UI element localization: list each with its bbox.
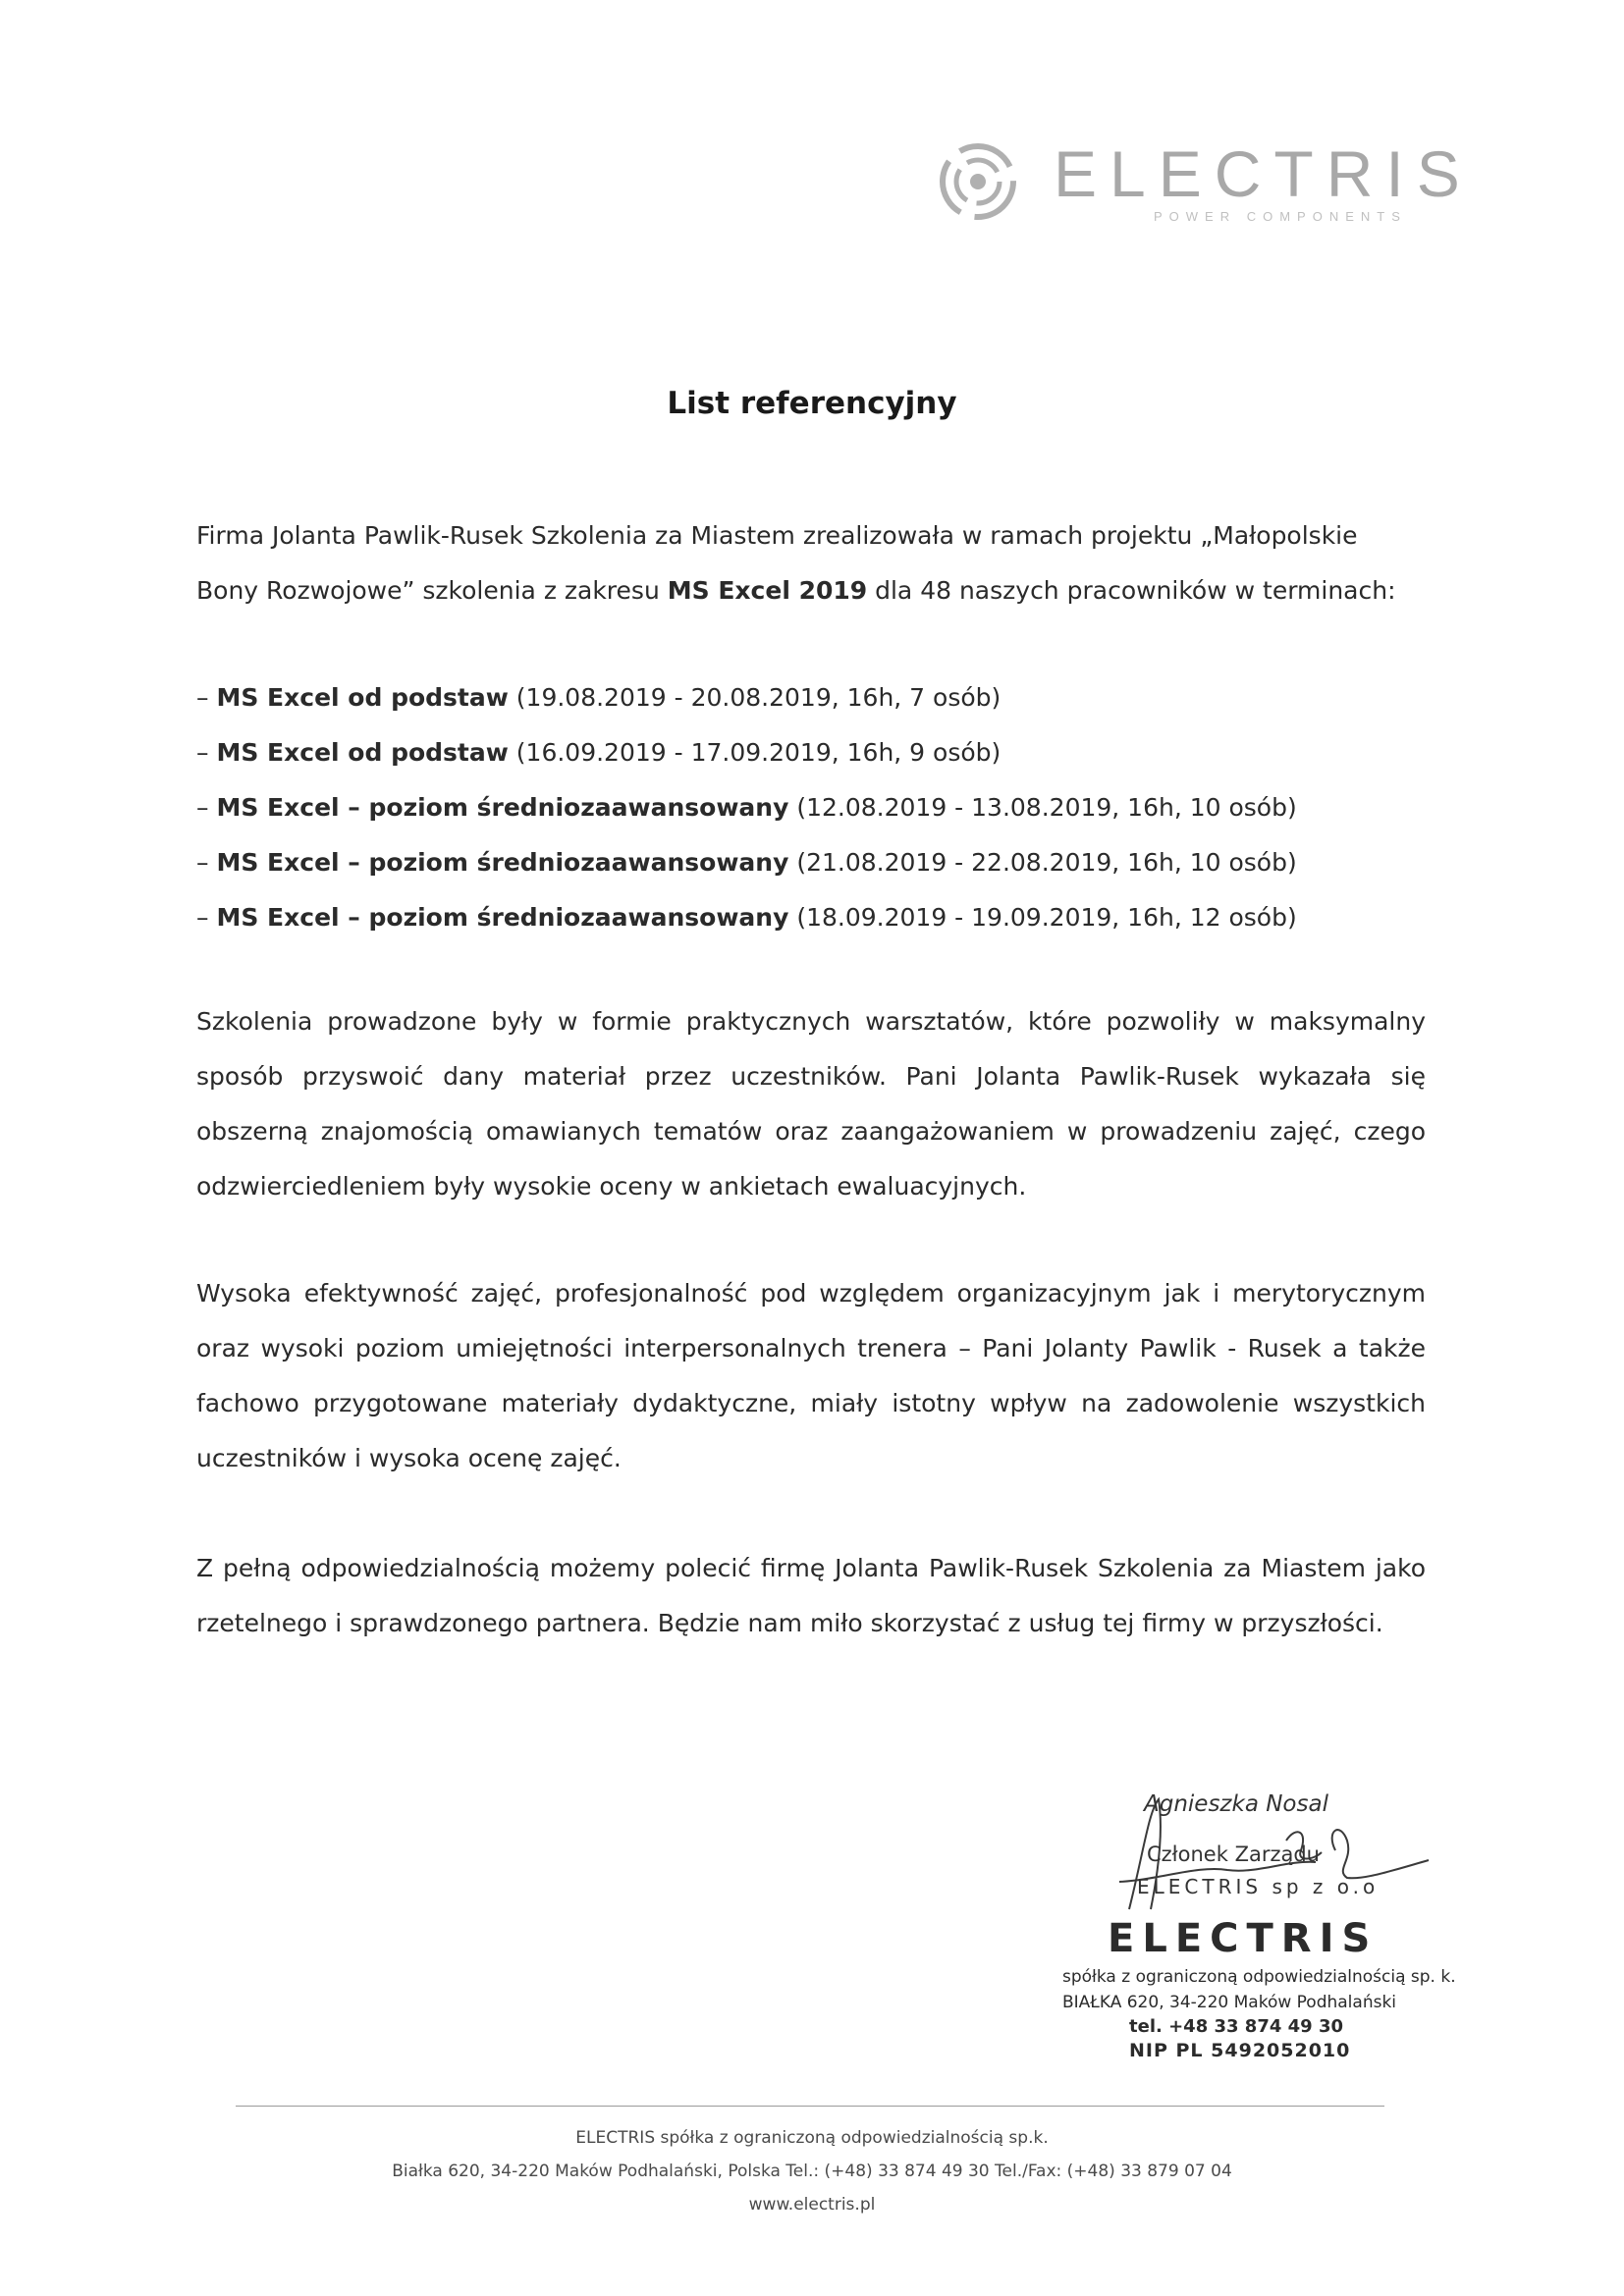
session-name: MS Excel od podstaw <box>216 738 509 767</box>
session-name: MS Excel – poziom średniozaawansowany <box>216 793 789 822</box>
document-title: List referencyjny <box>667 386 957 421</box>
session-details: (12.08.2019 - 13.08.2019, 16h, 10 osób) <box>788 793 1297 822</box>
stamp-address: BIAŁKA 620, 34-220 Maków Podhalański <box>1062 1993 1397 2012</box>
signatory-role: Członek Zarządu <box>1147 1842 1320 1866</box>
session-item <box>196 670 1426 725</box>
session-item <box>196 780 1426 835</box>
footer-contact: Białka 620, 34-220 Maków Podhalański, Polska Tel.: (+48) 33 874 49 30 Tel./Fax: (+48) 33 879 07 04 <box>392 2162 1232 2181</box>
session-dash: – <box>196 903 217 932</box>
session-details: (21.08.2019 - 22.08.2019, 16h, 10 osób) <box>788 848 1297 877</box>
intro-paragraph <box>196 508 1426 618</box>
session-name: MS Excel – poziom średniozaawansowany <box>216 848 789 877</box>
stamp-legal-form: spółka z ograniczoną odpowiedzialnością sp. k. <box>1062 1967 1456 1987</box>
session-dash: – <box>196 683 217 712</box>
session-name: MS Excel – poziom średniozaawansowany <box>216 903 789 932</box>
electris-logo-mark-icon <box>938 141 1018 222</box>
intro-text-1: Firma Jolanta Pawlik-Rusek Szkolenia za Miastem zrealizowała w ramach projektu „Małopolskie Bony Rozwojowe” szkolenia z zakresu <box>196 521 1358 605</box>
session-item <box>196 725 1426 780</box>
session-dash: – <box>196 848 217 877</box>
session-item <box>196 835 1426 890</box>
stamp-phone: tel. +48 33 874 49 30 <box>1129 2016 1344 2037</box>
signatory-company: ELECTRIS sp z o.o <box>1137 1875 1380 1898</box>
session-name: MS Excel od podstaw <box>216 683 509 712</box>
session-details: (19.08.2019 - 20.08.2019, 16h, 7 osób) <box>508 683 1001 712</box>
intro-text-2: dla 48 naszych pracowników w terminach: <box>867 576 1396 605</box>
paragraph-training-format: Szkolenia prowadzone były w formie praktycznych warsztatów, które pozwoliły w maksymalny sposób przyswoić dany materiał przez uczestników. Pani Jolanta Pawlik-Rusek wykazała się obszerną znajomością omawianych tematów oraz zaangażowaniem w prowadzeniu zajęć, czego odzwierciedleniem były wysokie oceny w ankietach ewaluacyjnych. <box>196 1007 1426 1201</box>
footer-divider <box>236 2106 1384 2107</box>
stamp-company-name: ELECTRIS <box>1108 1916 1379 1961</box>
training-sessions-list <box>196 670 1426 945</box>
session-dash: – <box>196 793 217 822</box>
logo-wordmark: ELECTRIS <box>1054 137 1473 210</box>
session-details: (16.09.2019 - 17.09.2019, 16h, 9 osób) <box>508 738 1001 767</box>
session-item <box>196 890 1426 945</box>
stamp-nip: NIP PL 5492052010 <box>1129 2040 1351 2061</box>
session-details: (18.09.2019 - 19.09.2019, 16h, 12 osób) <box>788 903 1297 932</box>
footer-website-link[interactable]: www.electris.pl <box>748 2195 876 2215</box>
footer-company: ELECTRIS spółka z ograniczoną odpowiedzialnością sp.k. <box>575 2128 1049 2148</box>
intro-bold: MS Excel 2019 <box>667 576 868 605</box>
session-dash: – <box>196 738 217 767</box>
signatory-name: Agnieszka Nosal <box>1144 1791 1328 1817</box>
paragraph-recommendation: Z pełną odpowiedzialnością możemy polecić firmę Jolanta Pawlik-Rusek Szkolenia za Miastem jako rzetelnego i sprawdzonego partnera. Będzie nam miło skorzystać z usług tej firmy w przyszłości. <box>196 1554 1426 1637</box>
company-logo <box>938 135 1473 234</box>
logo-tagline: POWER COMPONENTS <box>1154 209 1407 224</box>
paragraph-effectiveness: Wysoka efektywność zajęć, profesjonalność pod względem organizacyjnym jak i merytorycznym oraz wysoki poziom umiejętności interpersonalnych trenera – Pani Jolanty Pawlik - Rusek a także fachowo przygotowane materiały dydaktyczne, miały istotny wpływ na zadowolenie wszystkich uczestników i wysoka ocenę zajęć. <box>196 1279 1426 1472</box>
